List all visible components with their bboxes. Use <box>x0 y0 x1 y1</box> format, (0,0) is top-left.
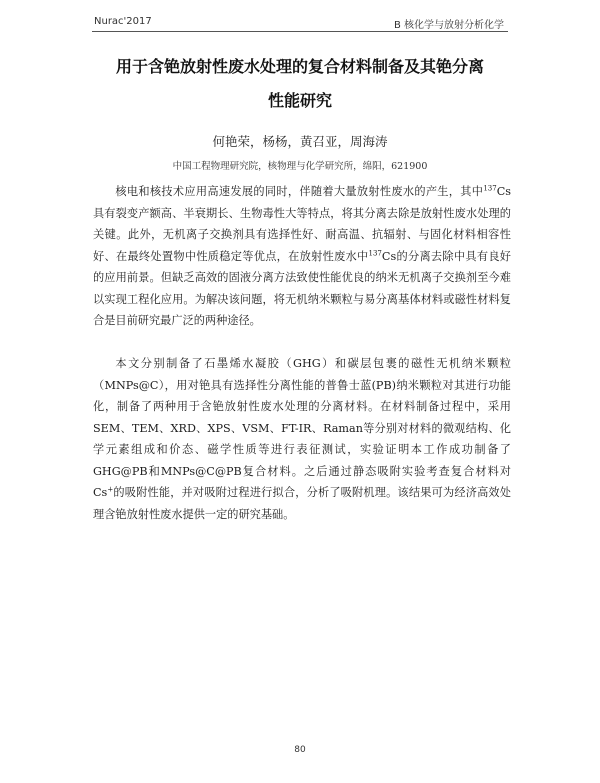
abstract-paragraph-1 <box>93 181 511 332</box>
journal-header: Nurac'2017 <box>94 16 152 27</box>
page-number: 80 <box>294 745 306 755</box>
paragraph-2-text-b: 的吸附性能，并对吸附过程进行拟合，分析了吸附机理。该结果可为经济高效处理含铯放射性废水提供一定的研究基础。 <box>93 486 511 521</box>
paper-title <box>92 50 508 118</box>
author-affiliation: 中国工程物理研究院，核物理与化学研究所，绵阳，621900 <box>172 161 428 172</box>
section-header: B 核化学与放射分析化学 <box>393 20 504 31</box>
author-list: 何艳荣，杨杨，黄召亚，周海涛 <box>212 134 388 149</box>
paragraph-1-text-b: Cs具有裂变产额高、半衰期长、生物毒性大等特点，将其分离去除是放射性废水处理的关键。此外，无机离子交换剂具有选择性好、耐高温、抗辐射、与固化材料相容性好、在最终处置物中性质稳定等优点，在放射性废水中 <box>93 185 511 263</box>
title-line-1: 用于含铯放射性废水处理的复合材料制备及其铯分离 <box>115 57 484 76</box>
cation-charge-superscript: + <box>107 485 114 494</box>
paragraph-1-text-c: Cs的分离去除中具有良好的应用前景。但缺乏高效的固液分离方法致使性能优良的纳米无机离子交换剂至今难以实现工程化应用。为解决该问题，将无机纳米颗粒与易分离基体材料或磁性材料复合是目前研究最广泛的两种途径。 <box>93 249 511 327</box>
abstract-paragraph-2 <box>93 353 511 525</box>
paragraph-2-text-a: 本文分别制备了石墨烯水凝胶（GHG）和碳层包裹的磁性无机纳米颗粒（MNPs@C），用对铯具有选择性分离性能的普鲁士蓝(PB)纳米颗粒对其进行功能化，制备了两种用于含铯放射性废水处理的分离材料。在材料制备过程中，采用SEM、TEM、XRD、XPS、VSM、FT-IR、Raman等分别对材料的微观结构、化学元素组成和价态、磁学性质等进行表征测试，实验证明本工作成功制备了GHG@PB和MNPs@C@PB复合材料。之后通过静态吸附实验考查复合材料对Cs <box>93 357 511 499</box>
isotope-superscript-1: 137 <box>483 184 497 193</box>
paragraph-1-text-a: 核电和核技术应用高速发展的同时，伴随着大量放射性废水的产生，其中 <box>115 185 484 198</box>
title-line-2: 性能研究 <box>267 91 332 110</box>
isotope-superscript-2: 137 <box>368 248 382 257</box>
header-divider <box>92 31 508 32</box>
